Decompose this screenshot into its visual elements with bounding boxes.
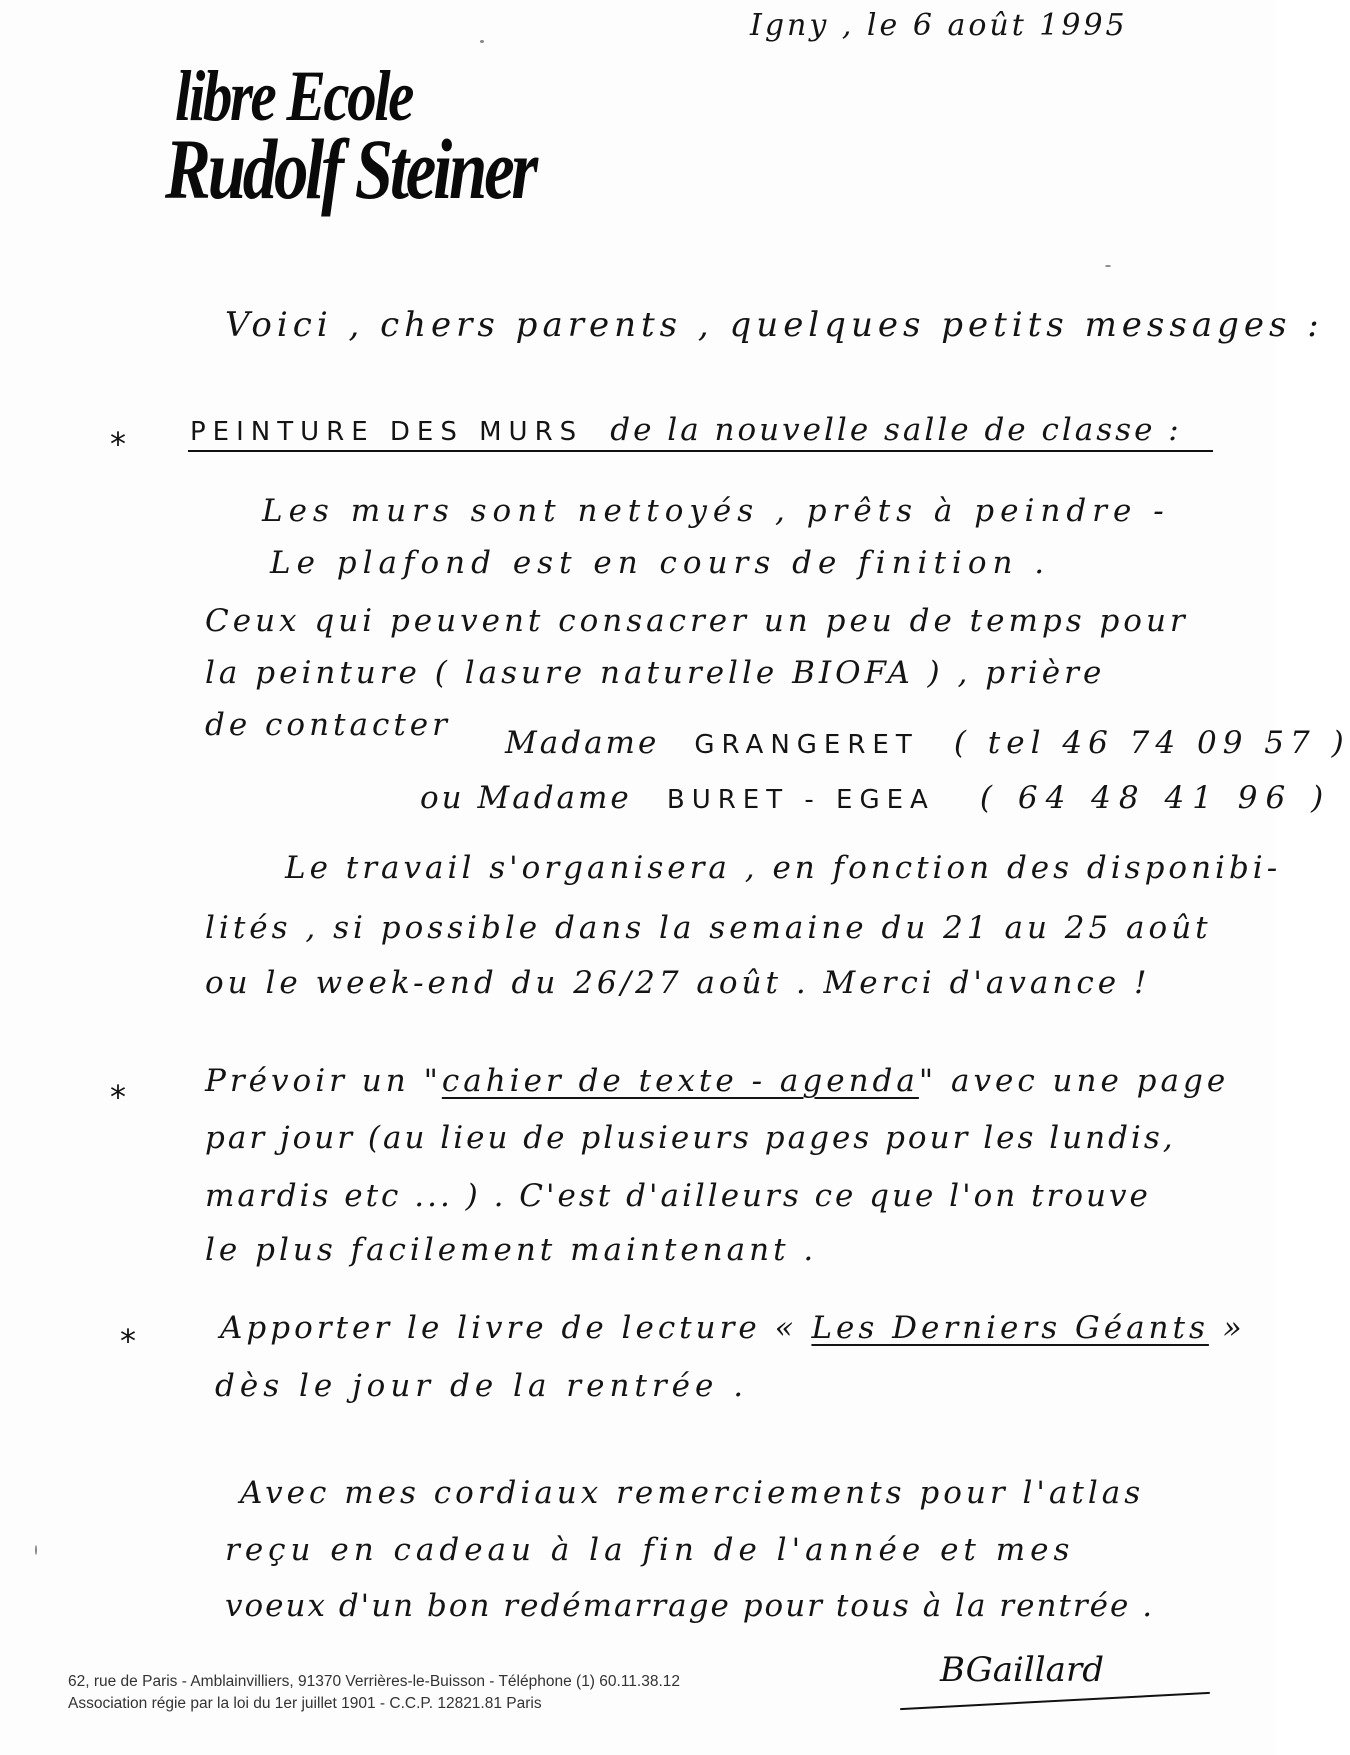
school-logo <box>165 56 627 217</box>
footer-address: 62, rue de Paris - Amblainvilliers, 91370 Verrières-le-Buisson - Téléphone (1) 60.11.38.12 <box>68 1673 681 1690</box>
section3-line-2: dès le jour de la rentrée . <box>215 1368 749 1404</box>
signature-flourish <box>900 1692 1210 1710</box>
section1-line-3: Ceux qui peuvent consacrer un peu de temps pour <box>205 603 1189 639</box>
section3-line-1-a: Apporter le livre de lecture « <box>220 1310 812 1346</box>
signature: BGaillard <box>940 1650 1104 1690</box>
scan-speck <box>480 40 484 43</box>
section1-line-1: Les murs sont nettoyés , prêts à peindre - <box>262 493 1170 529</box>
contact-1-name: GRANGERET <box>694 730 919 760</box>
footer-association: Association régie par la loi du 1er juillet 1901 - C.C.P. 12821.81 Paris <box>68 1695 542 1712</box>
section1-title-caps: PEINTURE DES MURS <box>190 417 584 447</box>
contact-1-phone: ( tel 46 74 09 57 ) <box>953 725 1350 761</box>
book-title-underlined: Les Derniers Géants <box>811 1310 1209 1346</box>
contact-2-name: BURET - EGEA <box>666 785 935 815</box>
work-line-3: ou le week-end du 26/27 août . Merci d'avance ! <box>205 965 1151 1001</box>
bullet-star-1: * <box>110 425 126 463</box>
scan-speck <box>35 1545 37 1555</box>
section2-line-2: par jour (au lieu de plusieurs pages pour les lundis, <box>205 1120 1176 1156</box>
contact-1 <box>505 725 1350 761</box>
contact-2-phone: ( 64 48 41 96 ) <box>979 780 1332 816</box>
work-line-2: lités , si possible dans la semaine du 21 au 25 août <box>205 910 1212 946</box>
section1-line-2: Le plafond est en cours de finition . <box>270 545 1051 581</box>
section3-line-1-b: » <box>1208 1310 1246 1346</box>
section1-line-4: la peinture ( lasure naturelle BIOFA ) , prière <box>205 655 1106 691</box>
contact-2 <box>420 780 1331 816</box>
contact-1-prefix: Madame <box>505 725 660 761</box>
bullet-star-2: * <box>110 1078 126 1116</box>
closing-line-2: reçu en cadeau à la fin de l'année et mes <box>225 1532 1075 1568</box>
section1-title-rest: de la nouvelle salle de classe : <box>610 412 1182 448</box>
logo-line-1: libre Ecole <box>175 56 412 136</box>
section1-title-underline <box>188 450 1213 452</box>
work-line-1: Le travail s'organisera , en fonction des disponibi- <box>285 850 1282 886</box>
place-date: Igny , le 6 août 1995 <box>750 8 1128 43</box>
section1-title <box>190 412 1182 448</box>
scan-speck <box>1105 265 1111 267</box>
section2-line-1 <box>205 1063 1229 1099</box>
section2-line-1-a: Prévoir un " <box>205 1063 442 1099</box>
bullet-star-3: * <box>120 1322 136 1360</box>
contact-2-prefix: ou Madame <box>420 780 632 816</box>
section2-line-1-b: " avec une page <box>918 1063 1230 1099</box>
closing-line-3: voeux d'un bon redémarrage pour tous à la rentrée . <box>225 1588 1155 1624</box>
section1-line-5: de contacter <box>205 707 451 743</box>
section3-line-1 <box>220 1310 1246 1346</box>
logo-line-2: Rudolf Steiner <box>165 121 535 217</box>
greeting: Voici , chers parents , quelques petits messages : <box>225 305 1324 345</box>
closing-line-1: Avec mes cordiaux remerciements pour l'atlas <box>240 1475 1145 1511</box>
agenda-underlined: cahier de texte - agenda <box>441 1063 919 1099</box>
section2-line-3: mardis etc ... ) . C'est d'ailleurs ce que l'on trouve <box>205 1178 1151 1214</box>
section2-line-4: le plus facilement maintenant . <box>205 1232 818 1268</box>
